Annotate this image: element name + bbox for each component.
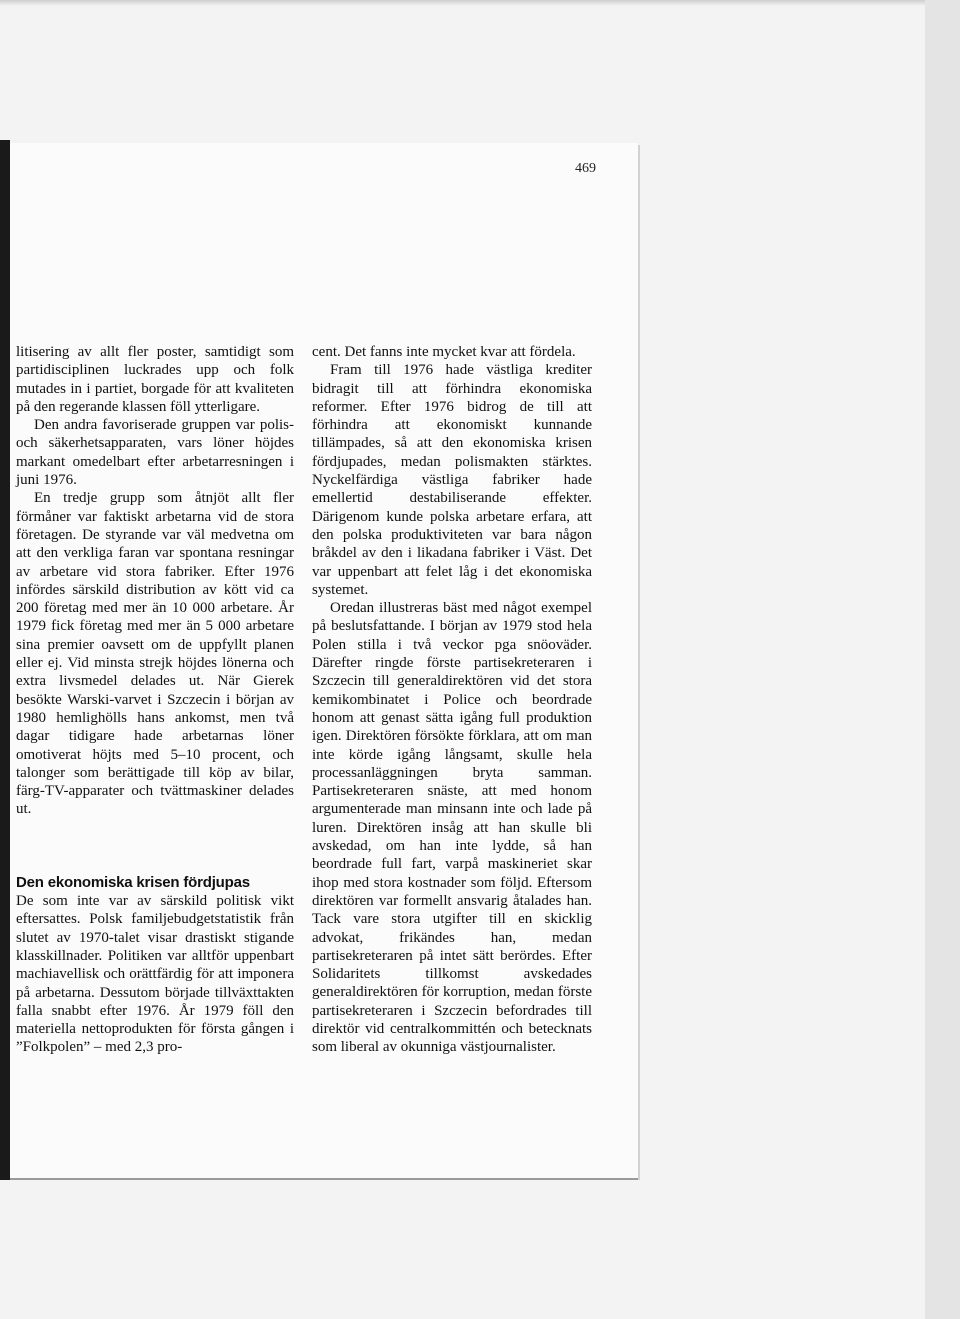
paragraph: De som inte var av särskild politisk vikt eftersattes. Polsk familjebudgetstatistik från slutet av 1970-talet visar drastiskt stigande klasskillnader. Politiken var alltför uppenbart machiavellisk och orättfärdig för att imponera på arbetarna. Dessutom började tillväxttakten falla snabbt efter 1976. År 1979 föll den materiella nettoprodukten för första gången i ”Folkpolen” – med 2,3 pro- [16,893,294,1056]
book-page [10,143,638,1178]
scanner-background-strip [925,0,960,1319]
page-number: 469 [575,161,596,176]
paragraph: cent. Det fanns inte mycket kvar att fördela. [312,344,576,360]
paragraph: Den andra favoriserade gruppen var polis- och säkerhetsapparaten, vars löner höjdes markant omedelbart efter arbetarresningen i juni 1976. [16,417,294,489]
left-column [16,343,294,1057]
paragraph: litisering av allt fler poster, samtidigt som partidisciplinen luckrades upp och folk mutades in i partiet, borgade för att kvaliteten på den regerande klassen föll ytterligare. [16,344,294,415]
section-heading: Den ekonomiska krisen fördjupas [16,873,250,891]
paragraph: Oredan illustreras bäst med något exempel på beslutsfattande. I början av 1979 stod hela Polen stilla i två veckor pga snöoväder. Därefter ringde förste partisekreteraren i Szczecin till generaldirektören vid det stora kemikombinatet i Police och beordrade honom att genast sätta igång full produktion igen. Direktören försökte förklara, att om man inte körde igång långsamt, skulle hela processanläggningen bryta samman. Partisekreteraren snäste, att med honom argumenterade man minsann inte och lade på luren. Direktören insåg att han skulle bli avskedad, om han inte lydde, så han beordrade full fart, varpå maskineriet skar ihop med stora kostnader som följd. Eftersom direktören var formellt ansvarig åtalades han. Tack vare stora utgifter till en skicklig advokat, frikändes han, medan partisekreteraren på intet sätt berördes. Efter Solidaritets tillkomst avskedades generaldirektören för korruption, medan förste partisekreteraren i Szczecin befordrades till direktör vid centralkommittén och betecknats som liberal av okunniga västjournalister. [312,600,592,1056]
scan-left-edge [0,140,10,1180]
scan-top-edge [0,0,960,6]
right-column [312,343,592,1057]
page-bottom-edge [10,1178,638,1180]
paragraph: Fram till 1976 hade västliga krediter bidragit till att förhindra ekonomiska reformer. Efter 1976 bidrog de till att förhindra att ekonomiskt kunnande tillämpades, så att den ekonomiska krisen fördjupades, medan polismakten stärktes. Nyckelfärdiga västliga fabriker hade emellertid destabiliserande effekter. Därigenom kunde polska arbetare erfara, att den polska produktiviteten var bara någon bråkdel av den i likadana fabriker i Väst. Det var uppenbart att felet låg i det ekonomiska systemet. [312,362,592,598]
paragraph: En tredje grupp som åtnjöt allt fler förmåner var faktiskt arbetarna vid de stora företagen. De styrande var väl medvetna om att den verkliga faran var spontana resningar av arbetare vid stora fabriker. Efter 1976 infördes särskild distribution av kött vid ca 200 företag med mer än 10 000 arbetare. År 1979 fick företag med mer än 5 000 arbetare sina premier oavsett om de uppfyllt planen eller ej. Vid minsta strejk höjdes lönerna och extra livsmedel delades ut. När Gierek besökte Warski-varvet i Szczecin i början av 1980 hemlighölls hans ankomst, men två dagar tidigare hade arbetarnas löner omotiverat höjts med 5–10 procent, och talonger som berättigade till köp av bilar, färg-TV-apparater och tvättmaskiner delades ut. [16,490,294,818]
section-gap [16,819,294,874]
